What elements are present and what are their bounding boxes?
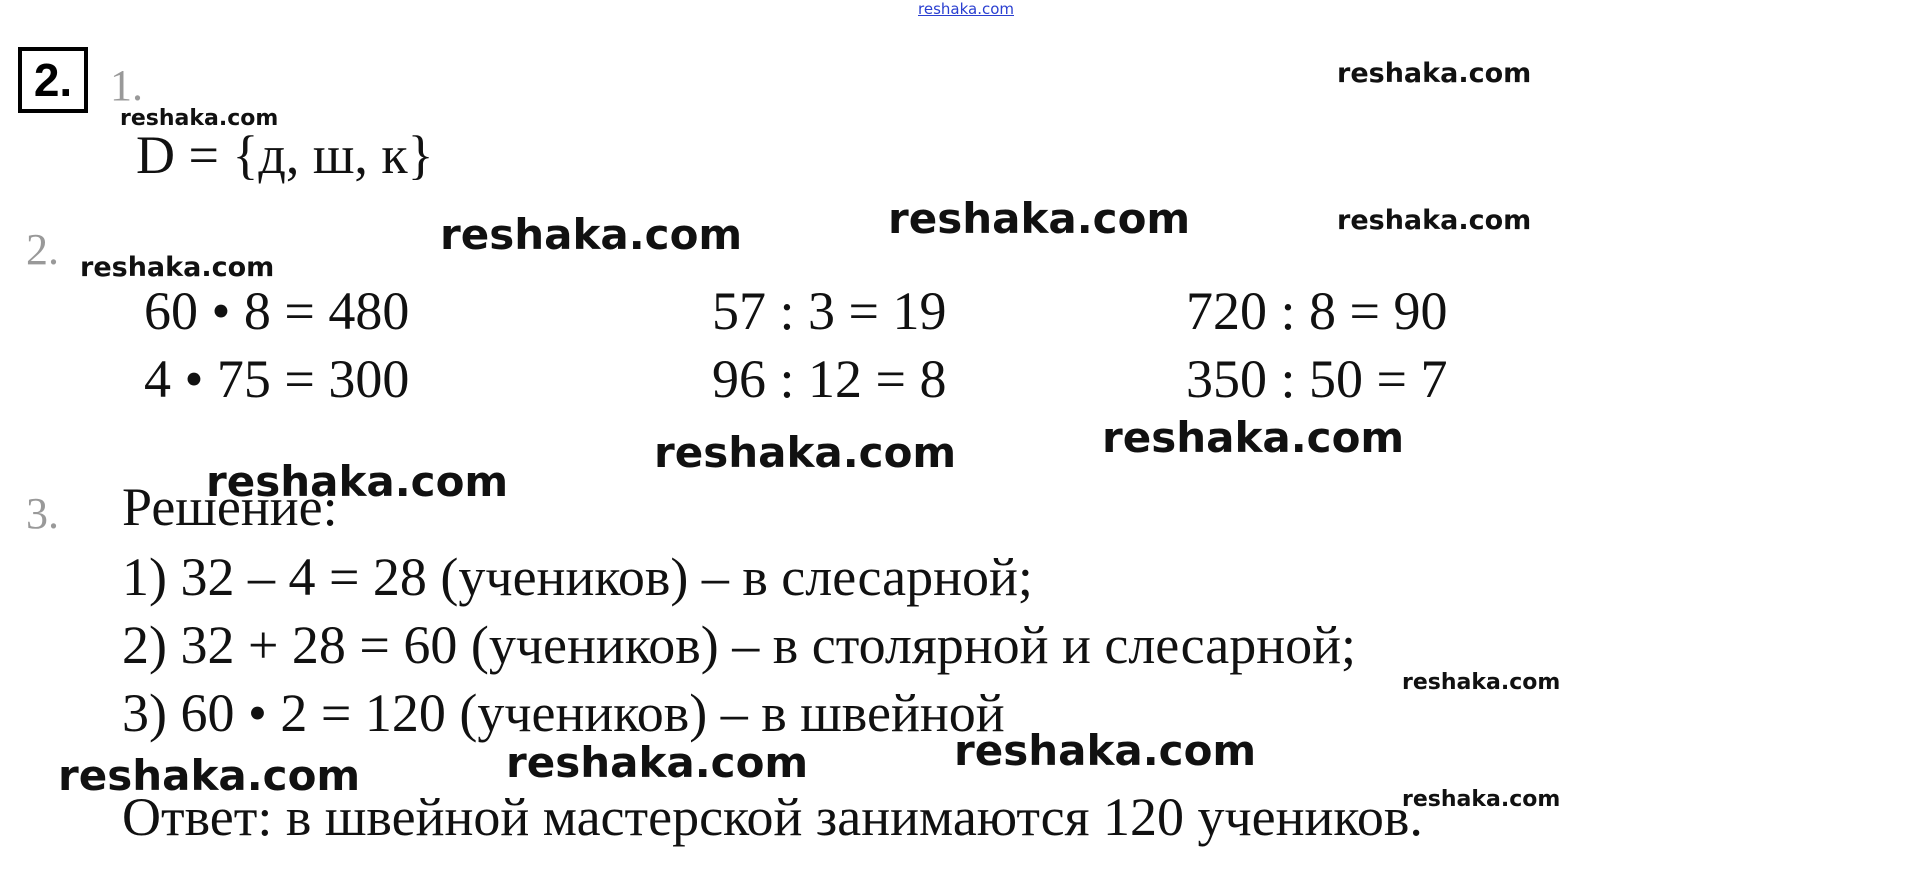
equation-1: 60 • 8 = 480: [144, 281, 410, 341]
part2-marker: 2.: [26, 225, 59, 274]
answer-line: Ответ: в швейной мастерской занимаются 120 учеников.: [122, 787, 1423, 847]
watermark: reshaka.com: [58, 751, 361, 800]
watermark: reshaka.com: [888, 194, 1191, 243]
watermark: reshaka.com: [120, 106, 279, 131]
equation-4: 4 • 75 = 300: [144, 349, 410, 409]
solution-heading: Решение:: [122, 477, 338, 537]
watermark: reshaka.com: [1337, 58, 1532, 89]
top-watermark-link[interactable]: reshaka.com: [918, 0, 1014, 18]
equation-3: 720 : 8 = 90: [1186, 281, 1448, 341]
solution-step-1: 1) 32 – 4 = 28 (учеников) – в слесарной;: [122, 547, 1033, 607]
watermark: reshaka.com: [80, 252, 275, 283]
equation-2: 57 : 3 = 19: [712, 281, 947, 341]
task-number-box: 2.: [18, 47, 88, 113]
watermark: reshaka.com: [954, 726, 1257, 775]
watermark: reshaka.com: [440, 210, 743, 259]
watermark: reshaka.com: [1402, 670, 1561, 695]
watermark: reshaka.com: [1102, 413, 1405, 462]
watermark: reshaka.com: [654, 428, 957, 477]
watermark: reshaka.com: [206, 457, 509, 506]
equation-5: 96 : 12 = 8: [712, 349, 947, 409]
watermark: reshaka.com: [1402, 787, 1561, 812]
part3-marker: 3.: [26, 489, 59, 538]
watermark: reshaka.com: [1337, 205, 1532, 236]
solution-step-3: 3) 60 • 2 = 120 (учеников) – в швейной: [122, 683, 1005, 743]
watermark: reshaka.com: [506, 738, 809, 787]
part1-marker: 1.: [110, 61, 143, 110]
equation-6: 350 : 50 = 7: [1186, 349, 1448, 409]
part1-formula: D = {д, ш, к}: [136, 125, 434, 185]
solution-step-2: 2) 32 + 28 = 60 (учеников) – в столярной и слесарной;: [122, 615, 1357, 675]
